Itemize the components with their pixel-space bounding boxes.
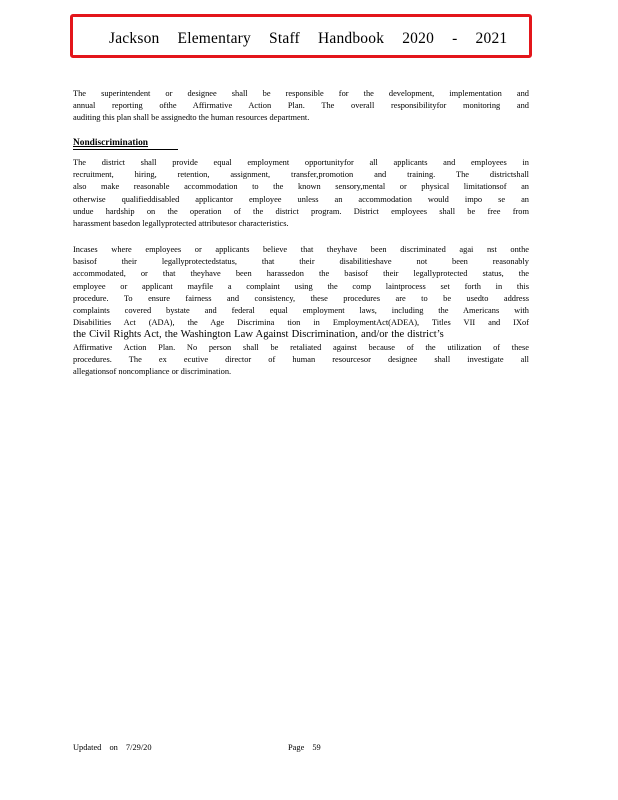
paragraph-affirmative-action xyxy=(73,88,529,125)
text-line: Disabilities Act (ADA), the Age Discrimina tion in EmploymentAct(ADEA), Titles VII and IXof xyxy=(73,318,529,328)
text-line: allegationsof noncompliance or discrimination. xyxy=(73,366,232,376)
text-line: The superintendent or designee shall be responsible for the development, implementation and xyxy=(73,89,529,98)
text-line: procedures. The ex ecutive director of human resourcesor designee shall investigate all xyxy=(73,354,529,364)
handbook-title: Jackson Elementary Staff Handbook 2020 - 2021 xyxy=(109,30,508,47)
text-line: Affirmative Action Plan. No person shall be retaliated against because of the utilization of these xyxy=(73,342,529,352)
text-line: annual reporting ofthe Affirmative Action Plan. The overall responsibilityfor monitoring and xyxy=(73,101,529,111)
text-line: The district shall provide equal employment opportunityfor all applicants and employees in xyxy=(73,158,529,167)
text-line: employee or applicant mayfile a complaint using the comp laintprocess set forth in this xyxy=(73,281,529,291)
footer-page-number: Page 59 xyxy=(288,743,321,752)
paragraph-complaints xyxy=(73,244,529,378)
text-line: complaints covered bystate and federal equal employment laws, including the Americans with xyxy=(73,305,529,315)
text-line: the Civil Rights Act, the Washington Law Against Discrimination, and/or the district’s xyxy=(73,329,444,341)
text-line: basisof their legallyprotectedstatus, that their disabilitieshave not been reasonably xyxy=(73,257,529,267)
text-line: recruitment, hiring, retention, assignment, transfer,promotion and training. The districtshall xyxy=(73,170,529,180)
text-line: harassment basedon legallyprotected attributesor characteristics. xyxy=(73,218,289,228)
text-line: procedure. To ensure fairness and consistency, these procedures are to be usedto address xyxy=(73,293,529,303)
section-heading-nondiscrimination: Nondiscrimination xyxy=(73,138,178,150)
text-line: auditing this plan shall be assignedto the human resources department. xyxy=(73,113,310,123)
paragraph-equal-opportunity xyxy=(73,157,529,230)
header-box xyxy=(70,14,532,58)
footer-updated-date: Updated on 7/29/20 xyxy=(73,743,152,752)
text-line: also make reasonable accommodation to the known sensory,mental or physical limitationsof an xyxy=(73,182,529,192)
text-line: accommodated, or that theyhave been harassedon the basisof their legallyprotected status, the xyxy=(73,269,529,279)
text-line: undue hardship on the operation of the district program. District employees shall be free from xyxy=(73,206,529,216)
text-line: Incases where employees or applicants believe that theyhave been discriminated agai nst onthe xyxy=(73,245,529,254)
text-line: otherwise qualifieddisabled applicantor employee unless an accommodation would impo se an xyxy=(73,194,529,204)
